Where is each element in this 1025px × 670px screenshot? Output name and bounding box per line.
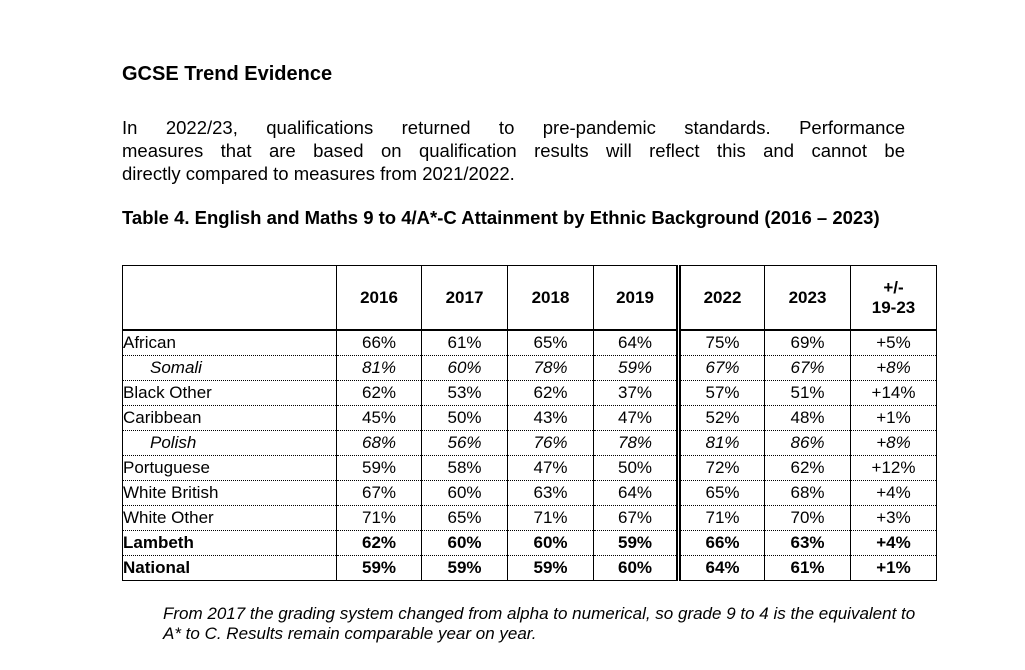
value-cell: 66%: [679, 531, 765, 556]
value-cell: 60%: [594, 556, 679, 581]
value-cell: 59%: [594, 531, 679, 556]
value-cell: 65%: [422, 506, 508, 531]
change-cell: +3%: [851, 506, 937, 531]
row-label: White Other: [123, 506, 337, 531]
value-cell: 64%: [594, 330, 679, 356]
value-cell: 37%: [594, 381, 679, 406]
header-change: [851, 266, 937, 331]
value-cell: 78%: [594, 431, 679, 456]
value-cell: 59%: [422, 556, 508, 581]
row-label: Lambeth: [123, 531, 337, 556]
value-cell: 68%: [765, 481, 851, 506]
value-cell: 62%: [765, 456, 851, 481]
value-cell: 47%: [508, 456, 594, 481]
value-cell: 68%: [337, 431, 422, 456]
table-caption: Table 4. English and Maths 9 to 4/A*-C Attainment by Ethnic Background (2016 – 2023): [122, 207, 880, 228]
change-cell: +14%: [851, 381, 937, 406]
row-label: Somali: [123, 356, 337, 381]
row-label: National: [123, 556, 337, 581]
value-cell: 62%: [337, 381, 422, 406]
value-cell: 78%: [508, 356, 594, 381]
table-row: [123, 556, 937, 581]
value-cell: 71%: [679, 506, 765, 531]
value-cell: 67%: [765, 356, 851, 381]
change-cell: +4%: [851, 481, 937, 506]
value-cell: 60%: [422, 481, 508, 506]
table-row: [123, 406, 937, 431]
table-row: [123, 456, 937, 481]
value-cell: 72%: [679, 456, 765, 481]
value-cell: 48%: [765, 406, 851, 431]
document-title: GCSE Trend Evidence: [122, 63, 333, 85]
value-cell: 67%: [679, 356, 765, 381]
table-header-row: [123, 266, 937, 331]
value-cell: 47%: [594, 406, 679, 431]
value-cell: 75%: [679, 330, 765, 356]
attainment-table-wrapper: [122, 265, 937, 581]
table-row: [123, 356, 937, 381]
value-cell: 60%: [422, 356, 508, 381]
change-cell: +4%: [851, 531, 937, 556]
value-cell: 59%: [337, 556, 422, 581]
header-change-line: +/-: [883, 277, 904, 297]
value-cell: 67%: [337, 481, 422, 506]
footnote: From 2017 the grading system changed from alpha to numerical, so grade 9 to 4 is the equivalent to A* to C. Results remain comparable year on year.: [163, 604, 916, 643]
value-cell: 60%: [508, 531, 594, 556]
row-label: Black Other: [123, 381, 337, 406]
table-body: [123, 330, 937, 581]
value-cell: 43%: [508, 406, 594, 431]
table-row: [123, 506, 937, 531]
attainment-table: [122, 265, 937, 581]
change-cell: +1%: [851, 406, 937, 431]
value-cell: 66%: [337, 330, 422, 356]
value-cell: 76%: [508, 431, 594, 456]
table-row: [123, 381, 937, 406]
row-label: Portuguese: [123, 456, 337, 481]
value-cell: 59%: [337, 456, 422, 481]
header-year: 2018: [508, 266, 594, 331]
change-cell: +8%: [851, 431, 937, 456]
header-year: 2022: [679, 266, 765, 331]
value-cell: 62%: [508, 381, 594, 406]
value-cell: 50%: [594, 456, 679, 481]
value-cell: 71%: [508, 506, 594, 531]
value-cell: 71%: [337, 506, 422, 531]
value-cell: 57%: [679, 381, 765, 406]
row-label: Polish: [123, 431, 337, 456]
value-cell: 59%: [508, 556, 594, 581]
row-label: African: [123, 330, 337, 356]
intro-paragraph: [122, 116, 905, 185]
value-cell: 81%: [679, 431, 765, 456]
value-cell: 70%: [765, 506, 851, 531]
intro-line: directly compared to measures from 2021/2022.: [122, 163, 515, 184]
value-cell: 50%: [422, 406, 508, 431]
value-cell: 60%: [422, 531, 508, 556]
row-label: White British: [123, 481, 337, 506]
value-cell: 65%: [508, 330, 594, 356]
value-cell: 64%: [594, 481, 679, 506]
change-cell: +12%: [851, 456, 937, 481]
value-cell: 61%: [765, 556, 851, 581]
value-cell: 59%: [594, 356, 679, 381]
value-cell: 81%: [337, 356, 422, 381]
change-cell: +5%: [851, 330, 937, 356]
value-cell: 63%: [508, 481, 594, 506]
intro-line: measures that are based on qualification results will reflect this and cannot be: [122, 140, 905, 161]
table-row: [123, 330, 937, 356]
value-cell: 53%: [422, 381, 508, 406]
value-cell: 45%: [337, 406, 422, 431]
value-cell: 86%: [765, 431, 851, 456]
table-row: [123, 531, 937, 556]
value-cell: 67%: [594, 506, 679, 531]
table-row: [123, 481, 937, 506]
header-blank: [123, 266, 337, 331]
value-cell: 58%: [422, 456, 508, 481]
change-cell: +8%: [851, 356, 937, 381]
header-change-line: 19-23: [871, 297, 916, 317]
value-cell: 62%: [337, 531, 422, 556]
header-year: 2016: [337, 266, 422, 331]
value-cell: 63%: [765, 531, 851, 556]
header-year: 2019: [594, 266, 679, 331]
value-cell: 65%: [679, 481, 765, 506]
value-cell: 64%: [679, 556, 765, 581]
intro-line: In 2022/23, qualifications returned to pre-pandemic standards. Performance: [122, 117, 905, 138]
header-year: 2023: [765, 266, 851, 331]
value-cell: 56%: [422, 431, 508, 456]
header-year: 2017: [422, 266, 508, 331]
value-cell: 69%: [765, 330, 851, 356]
value-cell: 61%: [422, 330, 508, 356]
value-cell: 51%: [765, 381, 851, 406]
table-row: [123, 431, 937, 456]
value-cell: 52%: [679, 406, 765, 431]
row-label: Caribbean: [123, 406, 337, 431]
change-cell: +1%: [851, 556, 937, 581]
